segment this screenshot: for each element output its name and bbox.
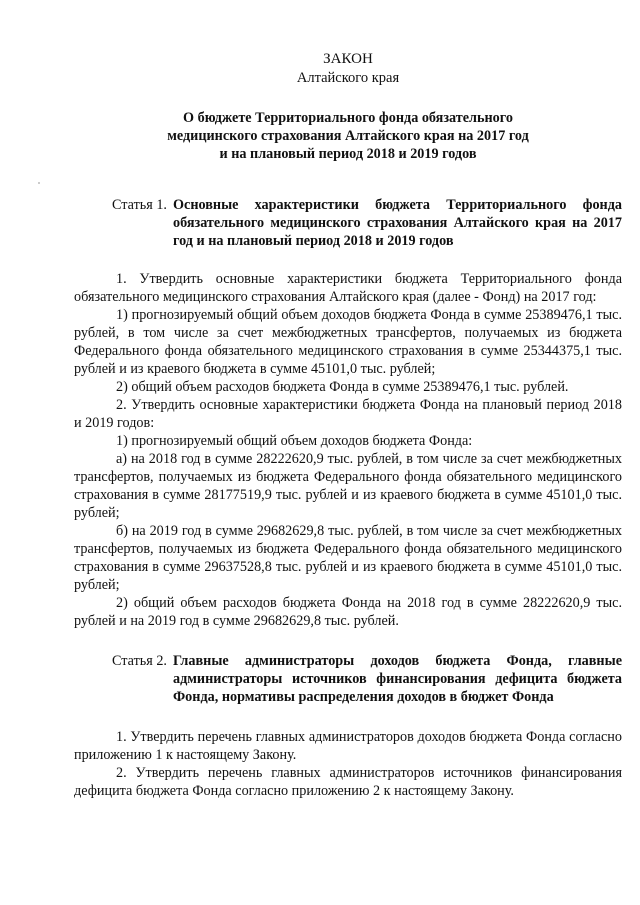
article-2-body bbox=[74, 728, 622, 800]
document-page bbox=[74, 50, 622, 800]
article-2-name: Главные администраторы доходов бюджета Фонда, главные администраторы источников финансирования дефицита бюджета Фонда, нормативы распределения доходов в бюджет Фонда bbox=[173, 653, 622, 705]
title-line: медицинского страхования Алтайского края на 2017 год bbox=[167, 128, 529, 144]
article-2-heading bbox=[74, 652, 622, 706]
paragraph: 1. Утвердить основные характеристики бюджета Территориального фонда обязательного медицинского страхования Алтайского края (далее - Фонд) на 2017 год: bbox=[74, 271, 622, 305]
article-2-number: Статья 2. bbox=[112, 653, 167, 669]
article-1-number: Статья 1. bbox=[112, 197, 167, 213]
law-heading: ЗАКОН bbox=[323, 51, 373, 67]
article-1-name: Основные характеристики бюджета Территориального фонда обязательного медицинского страхования Алтайского края на 2017 год и на плановый период 2018 и 2019 годов bbox=[173, 197, 622, 249]
paragraph: 2) общий объем расходов бюджета Фонда на 2018 год в сумме 28222620,9 тыс. рублей и на 2019 год в сумме 29682629,8 тыс. рублей. bbox=[74, 595, 622, 629]
paragraph: б) на 2019 год в сумме 29682629,8 тыс. рублей, в том числе за счет межбюджетных трансфертов, получаемых из бюджета Федерального фонда обязательного медицинского страхования в сумме 29637528,8 тыс. рублей и из краевого бюджета в сумме 45101,0 тыс. рублей; bbox=[74, 523, 622, 593]
paragraph: 2. Утвердить основные характеристики бюджета Фонда на плановый период 2018 и 2019 годов: bbox=[74, 397, 622, 431]
paragraph: а) на 2018 год в сумме 28222620,9 тыс. рублей, в том числе за счет межбюджетных трансфертов, получаемых из бюджета Федерального фонда обязательного медицинского страхования в сумме 28177519,9 тыс. рублей и из краевого бюджета в сумме 45101,0 тыс. рублей; bbox=[74, 451, 622, 521]
paragraph: 1. Утвердить перечень главных администраторов доходов бюджета Фонда согласно приложению 1 к настоящему Закону. bbox=[74, 729, 622, 763]
paragraph: 1) прогнозируемый общий объем доходов бюджета Фонда: bbox=[116, 433, 473, 449]
article-1-heading bbox=[74, 196, 622, 250]
paragraph: 1) прогнозируемый общий объем доходов бюджета Фонда в сумме 25389476,1 тыс. рублей, в том числе за счет межбюджетных трансфертов, получаемых из бюджета Федерального фонда обязательного медицинского страхования в сумме 25344375,1 тыс. рублей и из краевого бюджета в сумме 45101,0 тыс. рублей; bbox=[74, 307, 622, 377]
title-line: О бюджете Территориального фонда обязательного bbox=[183, 110, 513, 126]
paragraph: 2. Утвердить перечень главных администраторов источников финансирования дефицита бюджета Фонда согласно приложению 2 к настоящему Закону. bbox=[74, 765, 622, 799]
scan-speck bbox=[38, 182, 40, 184]
title-line: и на плановый период 2018 и 2019 годов bbox=[219, 146, 477, 162]
article-1-body bbox=[74, 270, 622, 630]
document-title bbox=[74, 109, 622, 163]
paragraph: 2) общий объем расходов бюджета Фонда в сумме 25389476,1 тыс. рублей. bbox=[116, 379, 569, 395]
region-heading: Алтайского края bbox=[296, 70, 400, 86]
